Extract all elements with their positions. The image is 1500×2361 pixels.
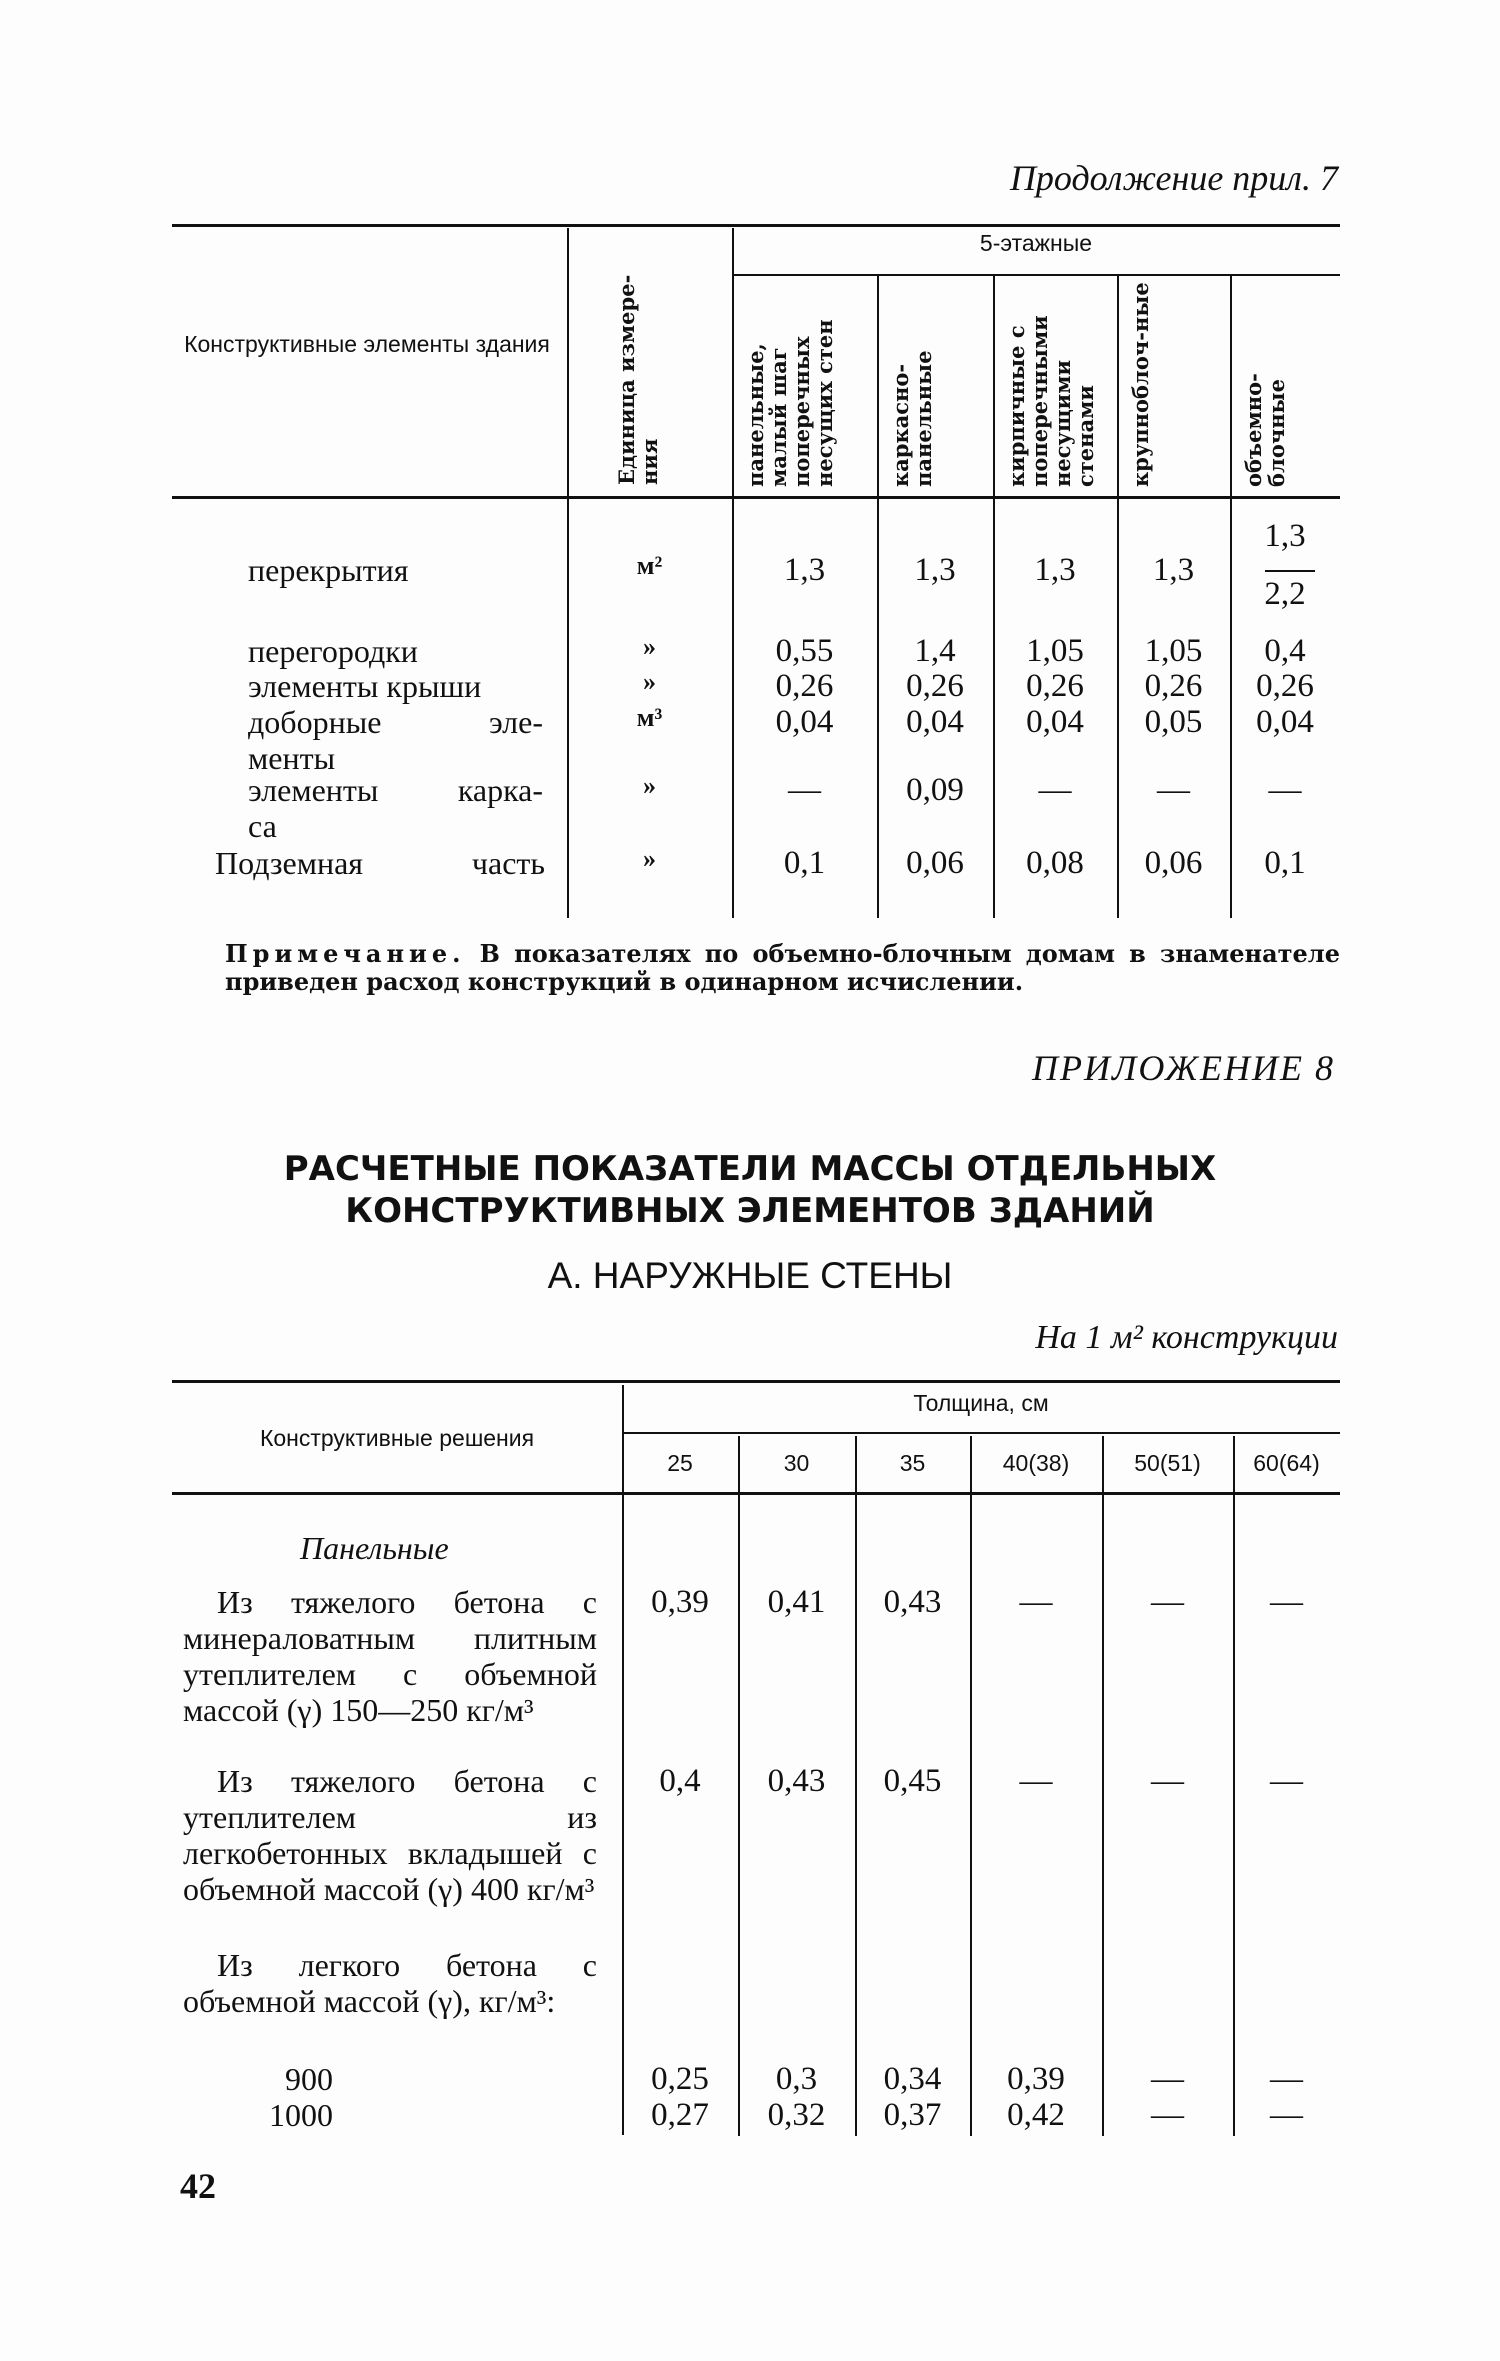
row-name: элементы карка-	[248, 772, 543, 808]
header-thickness-5: 60(64)	[1253, 1450, 1320, 1476]
value-cell: —	[1151, 1763, 1184, 1799]
subheader-0: панельные, малый шаг поперечных несущих стен	[743, 319, 837, 487]
header-thickness-0: 25	[667, 1450, 693, 1476]
value-cell: 0,26	[1026, 668, 1084, 704]
value-cell: 0,4	[1264, 633, 1306, 669]
page-title	[0, 1148, 1500, 1232]
row-unit: »	[643, 632, 656, 661]
value-cell: 0,1	[1264, 845, 1306, 881]
value-cell: 0,04	[906, 704, 964, 740]
value-cell: —	[1270, 2097, 1303, 2133]
value-cell: 0,39	[651, 1584, 709, 1620]
subheading-panel: Панельные	[300, 1530, 449, 1566]
subheader-2: кирпичные с поперечными несущими стенами	[1004, 315, 1098, 487]
value-cell: 0,43	[767, 1763, 826, 1799]
value-cell: 0,26	[775, 668, 834, 704]
value-cell: 0,27	[651, 2097, 709, 2133]
row-unit: м³	[636, 703, 663, 732]
value-cell: —	[1268, 772, 1302, 808]
value-cell: 1,3	[783, 552, 826, 588]
value-cell: 0,09	[906, 772, 964, 808]
note-label: Примечание.	[225, 939, 466, 968]
header-thickness-4: 50(51)	[1134, 1450, 1201, 1476]
row-unit: »	[643, 667, 656, 696]
row-unit: »	[643, 771, 656, 800]
row-description: Из легкого бетона с объемной массой (γ), кг/м³:	[183, 1947, 597, 2019]
row-unit: »	[643, 844, 656, 873]
note-text: В показателях по объемно-блочным домам в знаменателе приведен расход конструкций в одинарном исчислении.	[225, 939, 1340, 996]
row-name: элементы крыши	[248, 668, 482, 704]
value-cell: 0,05	[1144, 704, 1203, 740]
header-unit: Единица измере-ния	[614, 274, 662, 485]
header-solutions: Конструктивные решения	[259, 1425, 535, 1451]
row-name: перекрытия	[248, 552, 409, 588]
subheader-1: каркасно-панельные	[888, 350, 936, 487]
row-name-cont: менты	[248, 740, 336, 776]
value-cell: —	[1151, 2061, 1184, 2097]
row-unit: м²	[636, 551, 663, 580]
title-line-2: КОНСТРУКТИВНЫХ ЭЛЕМЕНТОВ ЗДАНИЙ	[345, 1191, 1155, 1231]
header-thickness-3: 40(38)	[1002, 1450, 1070, 1476]
value-cell: 0,04	[1256, 704, 1314, 740]
value-cell: 0,04	[775, 704, 834, 740]
value-cell: 1,3	[1152, 552, 1195, 588]
row-name: Подземная часть	[215, 845, 545, 881]
value-cell: —	[1270, 2061, 1303, 2097]
value-cell: 0,06	[906, 845, 964, 881]
per-unit-label: На 1 м² конструкции	[1035, 1319, 1338, 1356]
value-cell: 0,37	[883, 2097, 942, 2133]
header-thickness: Толщина, см	[913, 1390, 1049, 1416]
value-cell: 1,05	[1144, 633, 1203, 669]
title-line-1: РАСЧЕТНЫЕ ПОКАЗАТЕЛИ МАССЫ ОТДЕЛЬНЫХ	[283, 1149, 1217, 1189]
value-cell: 0,3	[775, 2061, 818, 2097]
fraction-denominator: 2,2	[1264, 576, 1306, 612]
value-cell: 0,04	[1026, 704, 1084, 740]
value-cell: 0,1	[783, 845, 826, 881]
value-cell: 0,45	[883, 1763, 942, 1799]
continuation-label: Продолжение прил. 7	[1009, 158, 1338, 198]
value-cell: —	[788, 772, 821, 808]
value-cell: —	[1019, 1763, 1053, 1799]
value-cell: 1,3	[914, 552, 956, 588]
fraction-bar	[1265, 570, 1315, 572]
row-description: Из тяжелого бетона с минераловатным плитным утеплителем с объемной массой (γ) 150—250 кг/м³	[183, 1584, 597, 1728]
value-cell: —	[1270, 1584, 1303, 1620]
page-number: 42	[180, 2166, 216, 2206]
row-name-cont: са	[248, 808, 277, 844]
value-cell: 1,05	[1026, 633, 1084, 669]
subheader-4: объемно-блочные	[1241, 373, 1289, 487]
value-cell: 0,06	[1144, 845, 1203, 881]
header-elements: Конструктивные элементы здания	[184, 331, 550, 357]
value-cell: —	[1151, 2097, 1184, 2133]
table-note	[225, 940, 1340, 996]
value-cell: 0,43	[883, 1584, 942, 1620]
value-cell: 1,4	[914, 633, 956, 669]
value-cell: 0,4	[659, 1763, 701, 1799]
value-cell: 0,26	[906, 668, 964, 704]
row-density: 900	[285, 2061, 333, 2097]
value-cell: 0,39	[1007, 2061, 1065, 2097]
value-cell: 0,41	[767, 1584, 826, 1620]
value-cell: —	[1019, 1584, 1053, 1620]
row-description: Из тяжелого бетона с утеплителем из легкобетонных вкладышей с объемной массой (γ) 400 кг/м³	[183, 1763, 597, 1907]
row-density: 1000	[269, 2097, 333, 2133]
section-title: А. НАРУЖНЫЕ СТЕНЫ	[547, 1255, 953, 1296]
value-cell: 1,3	[1034, 552, 1076, 588]
row-name: доборные эле-	[248, 704, 543, 740]
row-name: перегородки	[248, 633, 418, 669]
value-cell: 0,26	[1144, 668, 1203, 704]
value-cell: —	[1270, 1763, 1303, 1799]
fraction-numerator: 1,3	[1264, 518, 1306, 554]
value-cell: 0,25	[651, 2061, 709, 2097]
header-thickness-1: 30	[783, 1450, 810, 1476]
value-cell: —	[1157, 772, 1190, 808]
value-cell: 0,26	[1256, 668, 1314, 704]
value-cell: 0,32	[767, 2097, 826, 2133]
value-cell: —	[1151, 1584, 1184, 1620]
value-cell: 0,55	[775, 633, 834, 669]
subheader-3: крупноблоч-ные	[1128, 282, 1153, 487]
value-cell: 0,42	[1007, 2097, 1065, 2133]
header-group: 5-этажные	[979, 230, 1093, 256]
appendix-label: ПРИЛОЖЕНИЕ 8	[1032, 1048, 1335, 1088]
value-cell: 0,08	[1026, 845, 1084, 881]
header-thickness-2: 35	[899, 1450, 926, 1476]
value-cell: 0,34	[883, 2061, 942, 2097]
value-cell: —	[1038, 772, 1072, 808]
